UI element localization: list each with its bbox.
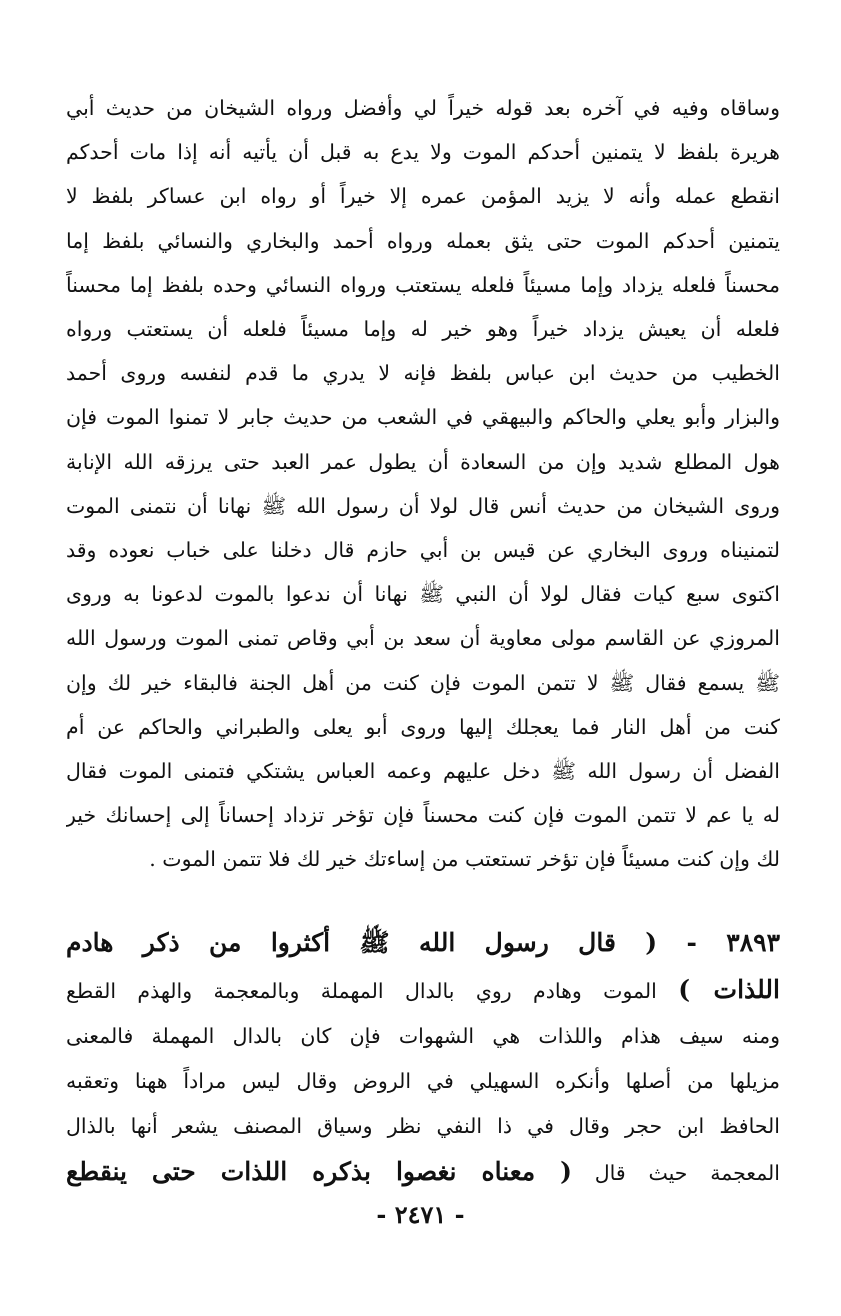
text-line: وروى الشيخان من حديث أنس قال لولا أن رسول الله ﷺ نهانا أن نتمنى الموت [66,493,780,518]
text-line: الخطيب من حديث ابن عباس بلفظ فإنه لا يدري ما قدم لنفسه وروى أحمد [66,361,780,386]
text-line: يتمنين أحدكم الموت حتى يثق بعمله ورواه أحمد والبخاري والنسائي بلفظ إما [66,228,780,253]
text-line: فلعله أن يعيش يزداد خيراً وهو خير له وإما مسيئاً فلعله أن يستعتب ورواه [66,317,780,342]
commentary-text: الموت وهادم روي بالدال المهملة وبالمعجمة والهذم القطع [66,979,679,1003]
text-line: هريرة بلفظ لا يتمنين أحدكم الموت ولا يدع به قبل أن يأتيه أنه إذا مات أحدكم [66,140,780,165]
text-line: لتمنيناه وروى البخاري عن قيس بن أبي حازم قال دخلنا على خباب نعوده وقد [66,538,780,563]
text-line: اكتوى سبع كيات فقال لولا أن النبي ﷺ نهانا أن ندعوا بالموت لدعونا به وروى [66,582,780,607]
text-line: محسناً فلعله يزداد وإما مسيئاً فلعله يستعتب ورواه النسائي وحده بلفظ إما محسناً [66,272,780,297]
text-line: والبزار وأبو يعلي والحاكم والبيهقي في الشعب من حديث جابر لا تمنوا الموت فإن [66,405,780,430]
commentary-text: المعجمة حيث قال [571,1161,780,1185]
page-number: - ٢٤٧١ - [376,1200,465,1229]
text-line: مزيلها من أصلها وأنكره السهيلي في الروض وقال ليس مراداً ههنا وتعقبه [66,1069,780,1093]
text-line: وساقاه وفيه في آخره بعد قوله خيراً لي وأفضل ورواه الشيخان من حديث أبي [66,96,780,120]
text-line: كنت من أهل النار فما يعجلك إليها وروى أبو يعلى والطبراني والحاكم عن أم [66,714,780,739]
text-line [66,967,780,1014]
text-line: ومنه سيف هذام واللذات هي الشهوات فإن كان بالدال المهملة فالمعنى [66,1024,780,1048]
text-line: انقطع عمله وأنه لا يزيد المؤمن عمره إلا خيراً أو رواه ابن عساكر بلفظ لا [66,184,780,209]
text-line: له يا عم لا تتمن الموت فإن كنت محسناً فإن تؤخر تزداد إحساناً إلى إحسانك خير [66,803,780,828]
text-line: الحافظ ابن حجر وقال في ذا النفي نظر وسياق المصنف يشعر أنها بالذال [66,1114,780,1138]
hadith-heading-line [66,920,780,967]
text-line: هول المطلع شديد وإن من السعادة أن يطول عمر العبد حتى يرزقه الله الإنابة [66,449,780,474]
hadith-heading: ٣٨٩٣ - ( قال رسول الله ﷺ أكثروا من ذكر هادم [66,928,780,957]
hadith-quote: ( معناه نغصوا بذكره اللذات حتى ينقطع [66,1157,572,1186]
hadith-entry [66,920,780,1196]
hadith-heading-end: اللذات ) [678,975,780,1004]
commentary-paragraph [66,86,780,882]
text-line [66,1149,780,1196]
text-line: المروزي عن القاسم مولى معاوية أن سعد بن أبي وقاص تمنى الموت ورسول الله [66,626,780,651]
text-line: لك وإن كنت مسيئاً فإن تؤخر تستعتب من إساءتك خير لك فلا تتمن الموت . [149,847,780,872]
text-line: الفضل أن رسول الله ﷺ دخل عليهم وعمه العباس يشتكي فتمنى الموت فقال [66,759,780,784]
text-line: ﷺ يسمع فقال ﷺ لا تتمن الموت فإن كنت من أهل الجنة فالبقاء خير لك وإن [66,670,780,695]
